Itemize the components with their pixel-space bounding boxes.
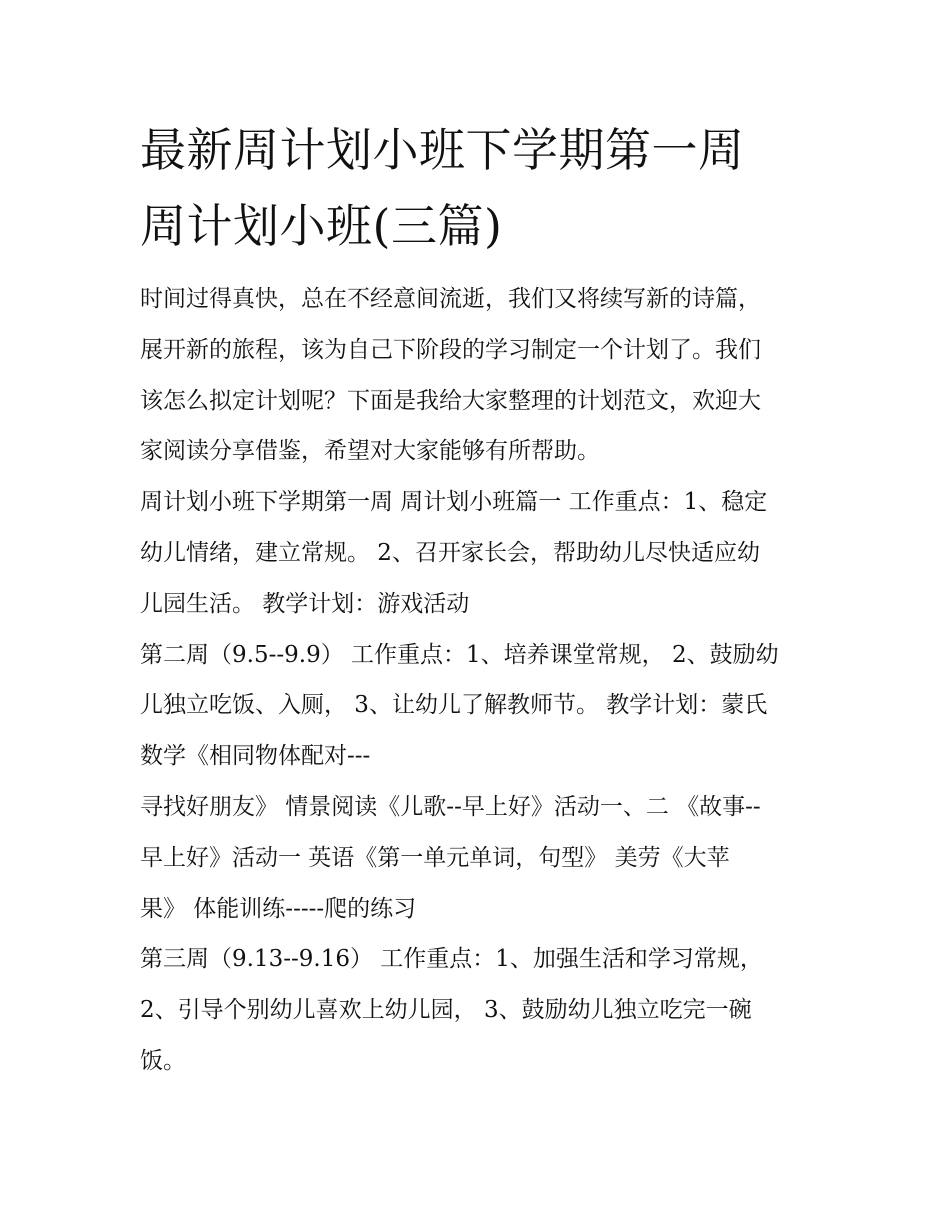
body-line: 儿独立吃饭、入厕， 3、让幼儿了解教师节。 教学计划：蒙氏 [140,692,768,719]
body-line: 儿园生活。 教学计划：游戏活动 [140,590,470,617]
body-line: 果》 体能训练-----爬的练习 [140,895,417,922]
document-title [140,112,820,264]
body-line: 该怎么拟定计划呢？下面是我给大家整理的计划范文，欢迎大 [140,387,761,414]
body-line: 第二周（9.5--9.9） 工作重点：1、培养课堂常规， 2、鼓励幼 [140,641,779,668]
body-line: 寻找好朋友》 情景阅读《儿歌--早上好》活动一、二 《故事-- [140,793,761,820]
body-line: 饭。 [140,1047,186,1074]
document-body [140,274,820,1087]
body-line: 周计划小班下学期第一周 周计划小班篇一 工作重点：1、稳定 [140,489,768,516]
body-line: 数学《相同物体配对--- [140,743,371,770]
body-line: 展开新的旅程，该为自己下阶段的学习制定一个计划了。我们 [140,336,761,363]
body-line: 2、引导个别幼儿喜欢上幼儿园， 3、鼓励幼儿独立吃完一碗 [140,997,752,1024]
title-line-2: 周计划小班(三篇) [140,199,503,253]
document-page [140,112,820,1087]
title-line-1: 最新周计划小班下学期第一周 [140,123,745,177]
body-line: 幼儿情绪，建立常规。 2、召开家长会，帮助幼儿尽快适应幼 [140,539,760,566]
body-line: 第三周（9.13--9.16） 工作重点：1、加强生活和学习常规， [140,946,763,973]
body-line: 家阅读分享借鉴，希望对大家能够有所帮助。 [140,438,600,465]
body-line: 早上好》活动一 英语《第一单元单词，句型》 美劳《大苹 [140,844,730,871]
body-line: 时间过得真快，总在不经意间流逝，我们又将续写新的诗篇， [140,286,761,312]
